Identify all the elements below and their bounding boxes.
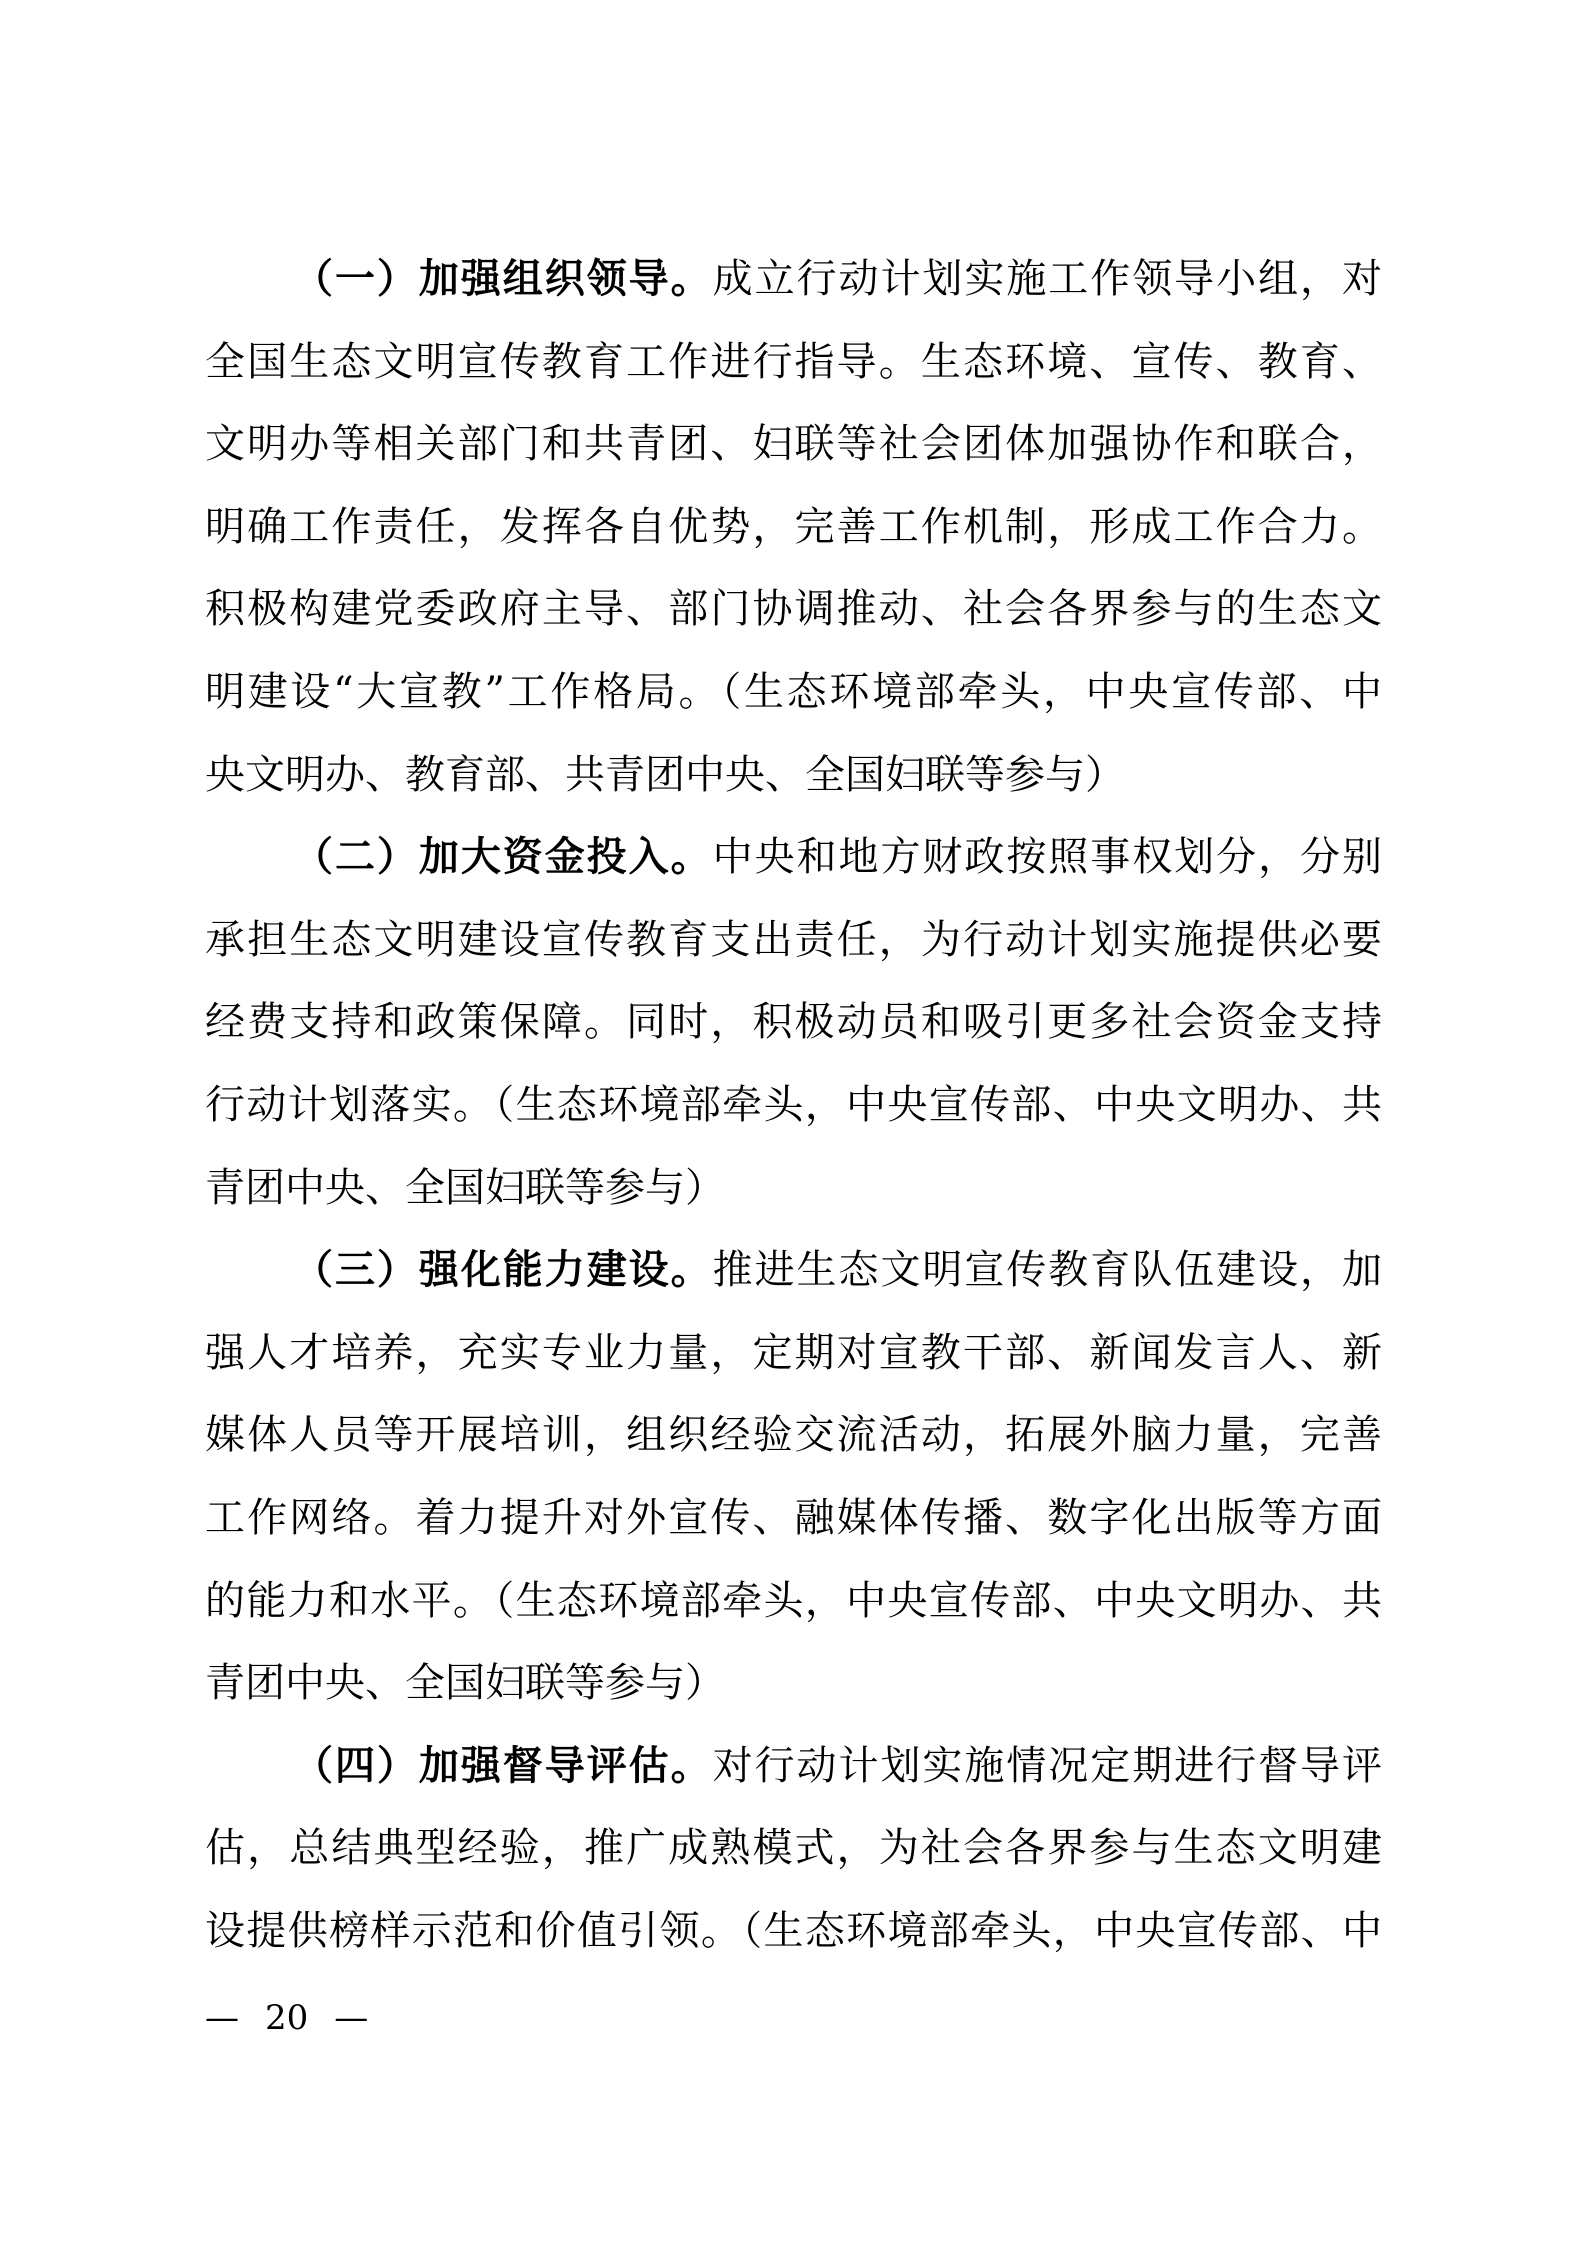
line-text: 中央和地方财政按照事权划分，分别: [712, 834, 1383, 881]
paragraph-1-line-1: [205, 238, 1382, 321]
paragraph-3-line-4: 工作网络。着力提升对外宣传、融媒体传播、数字化出版等方面: [205, 1494, 1382, 1541]
line-text: 对行动计划实施情况定期进行督导评: [712, 1742, 1383, 1789]
line-text: 推进生态文明宣传教育队伍建设，加: [712, 1247, 1383, 1294]
paragraph-1-line-4: 明确工作责任，发挥各自优势，完善工作机制，形成工作合力。: [205, 503, 1382, 550]
paragraph-2-line-1: [205, 816, 1382, 899]
paragraph-1-line-7: 央文明办、教育部、共青团中央、全国妇联等参与）: [205, 751, 1125, 798]
paragraph-2-line-2: 承担生态文明建设宣传教育支出责任，为行动计划实施提供必要: [205, 916, 1382, 963]
paragraph-1-line-3: 文明办等相关部门和共青团、妇联等社会团体加强协作和联合，: [205, 421, 1382, 468]
footer-dash-left: —: [205, 1998, 239, 2038]
paragraph-4-line-2: 估，总结典型经验，推广成熟模式，为社会各界参与生态文明建: [205, 1825, 1382, 1872]
paragraph-2-line-3: 经费支持和政策保障。同时，积极动员和吸引更多社会资金支持: [205, 999, 1382, 1046]
footer-dash-right: —: [334, 1998, 369, 2038]
paragraph-3-line-2: 强人才培养，充实专业力量，定期对宣教干部、新闻发言人、新: [205, 1329, 1382, 1376]
page-footer: [205, 1996, 368, 2040]
line-text: 成立行动计划实施工作领导小组，对: [712, 256, 1383, 302]
paragraph-3-line-1: [205, 1229, 1382, 1312]
paragraph-2-line-5: 青团中央、全国妇联等参与）: [205, 1164, 725, 1211]
paragraph-1-line-5: 积极构建党委政府主导、部门协调推动、社会各界参与的生态文: [205, 586, 1382, 633]
document-body: [205, 238, 1382, 1972]
paragraph-1-line-6: 明建设“大宣教”工作格局。（生态环境部牵头，中央宣传部、中: [205, 668, 1382, 715]
section-2-heading: （二）加大资金投入。: [293, 834, 713, 881]
paragraph-3-line-5: 的能力和水平。（生态环境部牵头，中央宣传部、中央文明办、共: [205, 1577, 1382, 1624]
paragraph-4-line-1: [205, 1725, 1382, 1808]
page-number: 20: [265, 1998, 309, 2038]
section-4-heading: （四）加强督导评估。: [293, 1742, 713, 1789]
section-1-heading: （一）加强组织领导。: [293, 256, 713, 302]
paragraph-2-line-4: 行动计划落实。（生态环境部牵头，中央宣传部、中央文明办、共: [205, 1081, 1382, 1128]
section-3-heading: （三）强化能力建设。: [293, 1247, 713, 1294]
paragraph-3-line-3: 媒体人员等开展培训，组织经验交流活动，拓展外脑力量，完善: [205, 1412, 1382, 1459]
paragraph-4-line-3: 设提供榜样示范和价值引领。（生态环境部牵头，中央宣传部、中: [205, 1907, 1382, 1954]
paragraph-1-line-2: 全国生态文明宣传教育工作进行指导。生态环境、宣传、教育、: [205, 338, 1382, 385]
paragraph-3-line-6: 青团中央、全国妇联等参与）: [205, 1660, 725, 1707]
